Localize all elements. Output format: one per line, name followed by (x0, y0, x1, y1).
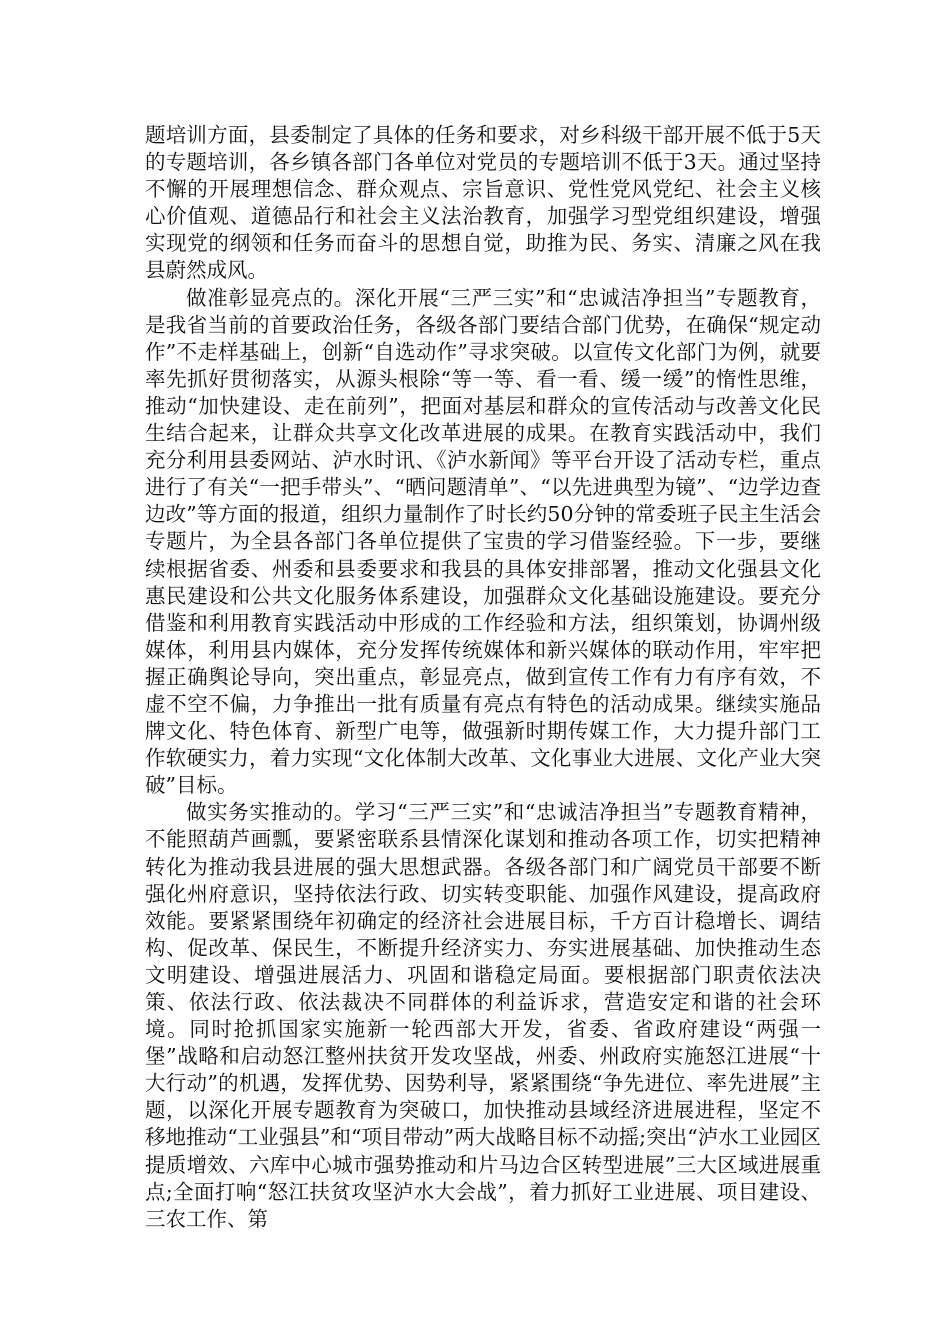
document-body (145, 122, 821, 1233)
paragraph-1: 题培训方面，县委制定了具体的任务和要求，对乡科级干部开展不低于5天的专题培训，各乡镇各部门各单位对党员的专题培训不低于3天。通过坚持不懈的开展理想信念、群众观点、宗旨意识、党性党风党纪、社会主义核心价值观、道德品行和社会主义法治教育，加强学习型党组织建设，增强实现党的纲领和任务而奋斗的思想自觉，助推为民、务实、清廉之风在我县蔚然成风。 (145, 123, 821, 283)
paragraph-2: 做准彰显亮点的。深化开展“三严三实”和“忠诚洁净担当”专题教育，是我省当前的首要政治任务，各级各部门要结合部门优势，在确保“规定动作”不走样基础上，创新“自选动作”寻求突破。以宣传文化部门为例，就要率先抓好贯彻落实，从源头根除“等一等、看一看、缓一缓”的惰性思维，推动“加快建设、走在前列”，把面对基层和群众的宣传活动与改善文化民生结合起来，让群众共享文化改革进展的成果。在教育实践活动中，我们充分利用县委网站、泸水时讯、《泸水新闻》等平台开设了活动专栏，重点进行了有关“一把手带头”、“晒问题清单”、“以先进典型为镜”、“边学边查边改”等方面的报道，组织力量制作了时长约50分钟的常委班子民主生活会专题片，为全县各部门各单位提供了宝贵的学习借鉴经验。下一步，要继续根据省委、州委和县委要求和我县的具体安排部署，推动文化强县文化惠民建设和公共文化服务体系建设，加强群众文化基础设施建设。要充分借鉴和利用教育实践活动中形成的工作经验和方法，组织策划，协调州级媒体，利用县内媒体，充分发挥传统媒体和新兴媒体的联动作用，牢牢把握正确舆论导向，突出重点，彰显亮点，做到宣传工作有力有序有效，不虚不空不偏，力争推出一批有质量有亮点有特色的活动成果。继续实施品牌文化、特色体育、新型广电等，做强新时期传媒工作，大力提升部门工作软硬实力，着力实现“文化体制大改革、文化事业大进展、文化产业大突破”目标。 (145, 285, 821, 798)
paragraph-3: 做实务实推动的。学习“三严三实”和“忠诚洁净担当”专题教育精神，不能照葫芦画瓢，要紧密联系县情深化谋划和推动各项工作，切实把精神转化为推动我县进展的强大思想武器。各级各部门和广阔党员干部要不断强化州府意识，坚持依法行政、切实转变职能、加强作风建设，提高政府效能。要紧紧围绕年初确定的经济社会进展目标，千方百计稳增长、调结构、促改革、保民生，不断提升经济实力、夯实进展基础、加快推动生态文明建设、增强进展活力、巩固和谐稳定局面。要根据部门职责依法决策、依法行政、依法裁决不同群体的利益诉求，营造安定和谐的社会环境。同时抢抓国家实施新一轮西部大开发，省委、省政府建设“两强一堡”战略和启动怒江整州扶贫开发攻坚战，州委、州政府实施怒江进展“十大行动”的机遇，发挥优势、因势利导，紧紧围绕“争先进位、率先进展”主题，以深化开展专题教育为突破口，加快推动县域经济进展进程，坚定不移地推动“工业强县”和“项目带动”两大战略目标不动摇;突出“泸水工业园区提质增效、六库中心城市强势推动和片马边合区转型进展”三大区域进展重点;全面打响“怒江扶贫攻坚泸水大会战”，着力抓好工业进展、项目建设、三农工作、第 (145, 800, 821, 1231)
